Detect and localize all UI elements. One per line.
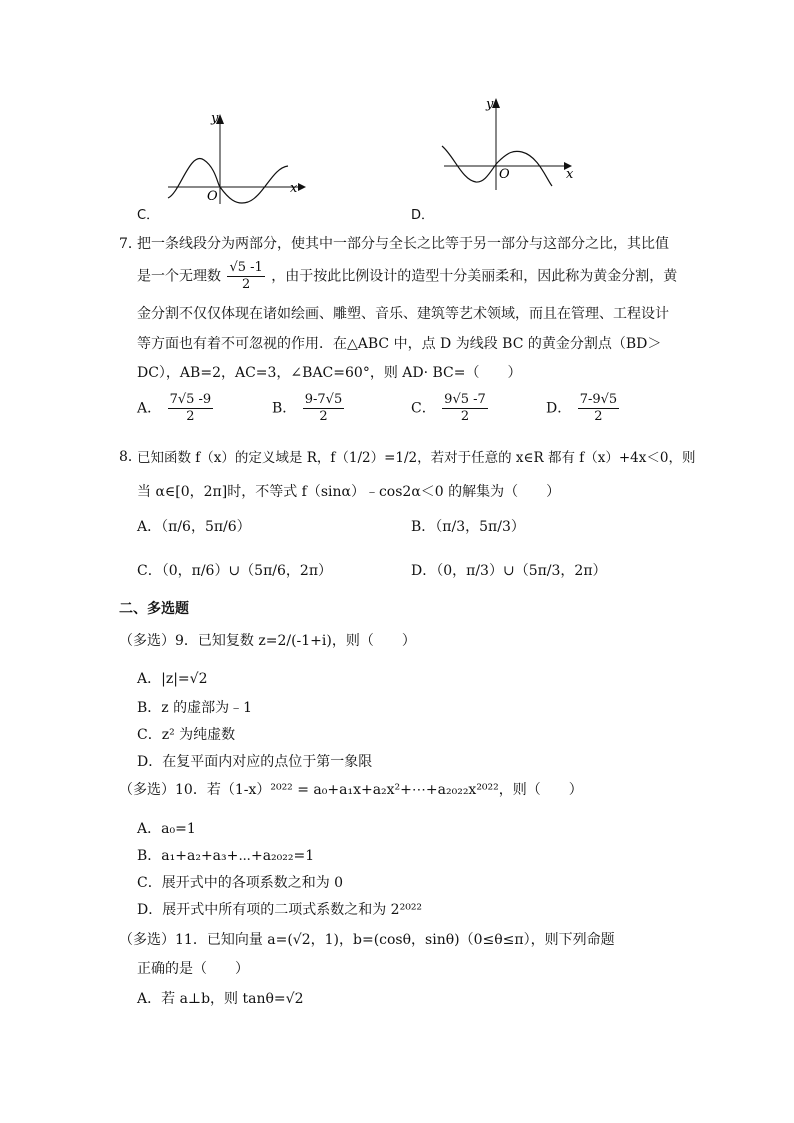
q7-number: 7． (119, 236, 142, 252)
q9-option-b (137, 697, 252, 717)
q11-head-2: 正确的是（ ） (137, 961, 249, 977)
q7-option-a (137, 392, 215, 425)
graph-c-y-label: y (211, 111, 219, 126)
option-label: D． (137, 754, 163, 770)
option-numerator: 9√5 -7 (444, 392, 486, 407)
option-denominator: 2 (460, 409, 470, 424)
q10-option-b (137, 845, 314, 865)
q7-line4: 等方面也有着不可忽视的作用．在△ABC 中，点 D 为线段 BC 的黄金分割点（BD＞ (137, 336, 662, 352)
graph-c (160, 108, 310, 208)
q9-option-c (137, 724, 235, 744)
option-label: A． (137, 519, 162, 535)
q9-option-d (137, 751, 372, 771)
q8-line2: 当 α∈[0，2π]时，不等式 f（sinα）﹣cos2α＜0 的解集为（ ） (137, 484, 561, 500)
option-text: a₀=1 (161, 821, 196, 837)
golden-ratio-numerator: √5 -1 (229, 260, 263, 275)
option-text: z 的虚部为﹣1 (161, 700, 253, 716)
option-numerator: 9-7√5 (304, 392, 343, 407)
graph-c-x-label: x (290, 181, 298, 196)
option-label: C． (137, 563, 162, 579)
option-fraction (442, 392, 488, 425)
option-denominator: 2 (186, 409, 195, 424)
q10-head: （多选）10．若（1-x）²⁰²² = a₀+a₁x+a₂x²+⋯+a₂₀₂₂x²⁰²²，则（ ） (119, 782, 583, 798)
golden-ratio-fraction (227, 260, 264, 293)
q10-option-a (137, 818, 196, 838)
option-text: （π/3，5π/3） (435, 519, 525, 535)
q7-line2-post: ，由于按此比例设计的造型十分美丽柔和，因此称为黄金分割，黄 (271, 268, 678, 285)
option-denominator: 2 (594, 409, 603, 424)
option-numerator: 7-9√5 (579, 392, 618, 407)
q7-line2-pre: 是一个无理数 (137, 268, 221, 285)
q10-option-c (137, 872, 343, 892)
q7-option-b (272, 392, 346, 425)
option-label: A． (137, 671, 162, 687)
graph-d-x-label: x (566, 167, 574, 182)
q7-line2 (137, 260, 677, 293)
option-fraction (578, 392, 620, 425)
option-text: |z|=√2 (161, 671, 208, 687)
option-text: （0，π/3）∪（5π/3，2π） (436, 563, 607, 579)
option-text: （π/6，5π/6） (161, 519, 251, 535)
option-label: B． (137, 848, 162, 864)
graph-c-origin-label: O (207, 189, 218, 204)
q7-option-d (546, 392, 621, 425)
q7-line5: DC），AB=2，AC=3，∠BAC=60°，则 AD· BC=（ ） (137, 365, 522, 381)
q9-option-a (137, 668, 208, 688)
q7-option-c (411, 392, 490, 425)
q10-option-d (137, 899, 422, 919)
option-label: A． (137, 400, 162, 417)
option-label: C． (137, 875, 162, 891)
graph-d-option-label: D． (411, 208, 435, 223)
option-label: B． (272, 400, 297, 417)
graph-d-origin-label: O (499, 167, 510, 182)
golden-ratio-denominator: 2 (241, 277, 251, 292)
q11-head: （多选）11．已知向量 a=(√2，1)，b=(cosθ，sinθ)（0≤θ≤π），则下列命题 (119, 932, 615, 948)
option-text: 展开式中所有项的二项式系数之和为 2²⁰²² (162, 902, 423, 918)
option-fraction (168, 392, 214, 425)
section-heading: 二、多选题 (119, 601, 189, 617)
graph-c-option-label: C． (137, 208, 160, 223)
option-text: a₁+a₂+a₃+⋯+a₂₀₂₂=1 (161, 848, 315, 864)
q7-line1: 把一条线段分为两部分，使其中一部分与全长之比等于另一部分与这部分之比，其比值 (137, 236, 669, 252)
graph-d-y-label: y (486, 97, 494, 112)
q8-option-d (411, 560, 607, 580)
option-label: C． (137, 727, 162, 743)
q8-option-a (137, 516, 251, 536)
option-denominator: 2 (319, 409, 328, 424)
q7-line3: 金分割不仅仅体现在诸如绘画、雕塑、音乐、建筑等艺术领域，而且在管理、工程设计 (137, 306, 669, 322)
q8-option-c (137, 560, 332, 580)
option-text: 在复平面内对应的点位于第一象限 (162, 754, 373, 770)
option-label: A． (137, 991, 162, 1007)
q9-head: （多选）9．已知复数 z=2/(-1+i)，则（ ） (119, 633, 416, 649)
option-label: A． (137, 821, 162, 837)
option-text: 若 a⊥b，则 tanθ=√2 (161, 991, 304, 1007)
option-label: B． (137, 700, 162, 716)
option-label: D． (546, 400, 572, 417)
option-text: z² 为纯虚数 (161, 727, 236, 743)
option-label: D． (137, 902, 163, 918)
option-label: D． (411, 563, 437, 579)
option-text: 展开式中的各项系数之和为 0 (161, 875, 344, 891)
option-fraction (303, 392, 345, 425)
graph-d (436, 94, 586, 194)
option-label: B． (411, 519, 436, 535)
q8-option-b (411, 516, 525, 536)
option-label: C． (411, 400, 436, 417)
option-numerator: 7√5 -9 (169, 392, 212, 407)
option-text: （0，π/6）∪（5π/6，2π） (161, 563, 333, 579)
q11-option-a (137, 988, 303, 1008)
q8-number: 8． (119, 449, 142, 465)
q8-line1: 已知函数 f（x）的定义域是 R，f（1/2）=1/2，若对于任意的 x∈R 都有 f（x）+4x＜0，则 (137, 450, 696, 466)
